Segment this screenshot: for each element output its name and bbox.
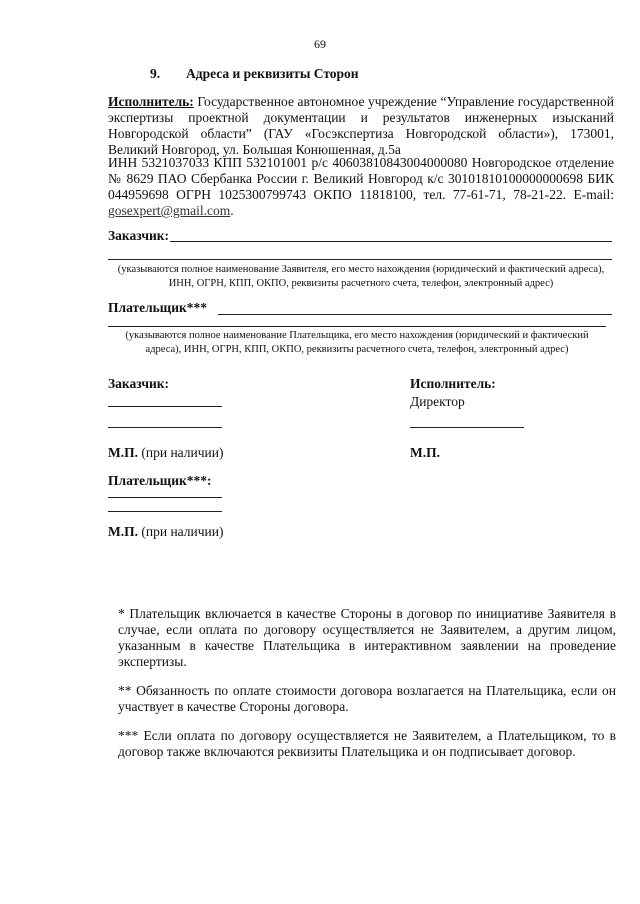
section-heading [150,66,359,82]
payer-sign-line-2 [108,511,222,512]
executor-requisites-block [108,155,614,219]
executor-sign-line [410,427,524,428]
customer-seal-mp: М.П. [108,445,138,460]
footnote-2: ** Обязанность по оплате стоимости договора возлагается на Плательщика, если он участвует в качестве Стороны договора. [118,683,616,714]
executor-label: Исполнитель: [108,94,194,109]
footnote-1: * Плательщик включается в качестве Стороны в договор по инициативе Заявителя в случае, если оплата по договору осуществляется не Заявителем, а другим лицом, указанным в качестве Плательщика в интерактивном заявлении на проведение экспертизы. [118,606,616,669]
customer-heading [108,228,169,244]
payer-heading [108,300,207,316]
customer-label: Заказчик: [108,228,170,243]
payer-fill-line-1 [218,314,612,315]
page-number: 69 [314,37,326,51]
payer-note: (указываются полное наименование Плательщика, его место нахождения (юридический и фактический адреса), ИНН, ОГРН, КПП, ОКПО, реквизиты расчетного счета, телефон, электронный адрес) [125,330,589,355]
executor-text-2: ИНН 5321037033 КПП 532101001 р/с 40603810843004000080 Новгородское отделение № 8629 ПАО Сбербанка России г. Великий Новгород к/с 30101810100000000698 БИК 044959698 ОГРН 1025300799743 ОКПО 11818100, тел. 77-61-71, 78-21-22. E-mail: [108,155,614,202]
customer-seal [108,445,223,461]
payer-seal-note: (при наличии) [138,524,224,539]
executor-director: Директор [410,394,465,409]
section-title: Адреса и реквизиты Сторон [186,66,359,81]
payer-fill-line-2 [108,326,606,327]
payer-sign-line-1 [108,497,222,498]
sign-customer-label: Заказчик: [108,376,170,391]
payer-label: Плательщик*** [108,300,208,315]
customer-fill-line-2 [108,259,612,260]
section-number: 9. [150,66,161,81]
payer-seal [108,524,223,540]
executor-address-block [108,94,614,158]
executor-email-tail: . [230,203,234,218]
executor-seal: М.П. [410,445,440,460]
customer-seal-note: (при наличии) [138,445,224,460]
customer-sign-line-2 [108,427,222,428]
payer-seal-mp: М.П. [108,524,138,539]
footnote-3: *** Если оплата по договору осуществляется не Заявителем, а Плательщиком, то в договор также включаются реквизиты Плательщика и он подписывает договор. [118,728,616,759]
executor-text-1: Государственное автономное учреждение “Управление государственной экспертизы проектной документации и результатов инженерных изысканий Новгородской области” (ГАУ «Госэкспертиза Новгородской области»), 173001, Великий Новгород, ул. Большая Конюшенная, д.5а [108,94,614,157]
customer-sign-line-1 [108,406,222,407]
sign-payer-label: Плательщик***: [108,473,212,488]
executor-email-link[interactable]: gosexpert@gmail.com [108,203,231,218]
customer-note: (указываются полное наименование Заявителя, его место нахождения (юридический и фактический адреса), ИНН, ОГРН, КПП, ОКПО, реквизиты расчетного счета, телефон, электронный адрес) [117,264,605,289]
sign-executor-label: Исполнитель: [410,376,496,391]
customer-fill-line-1 [170,241,612,242]
